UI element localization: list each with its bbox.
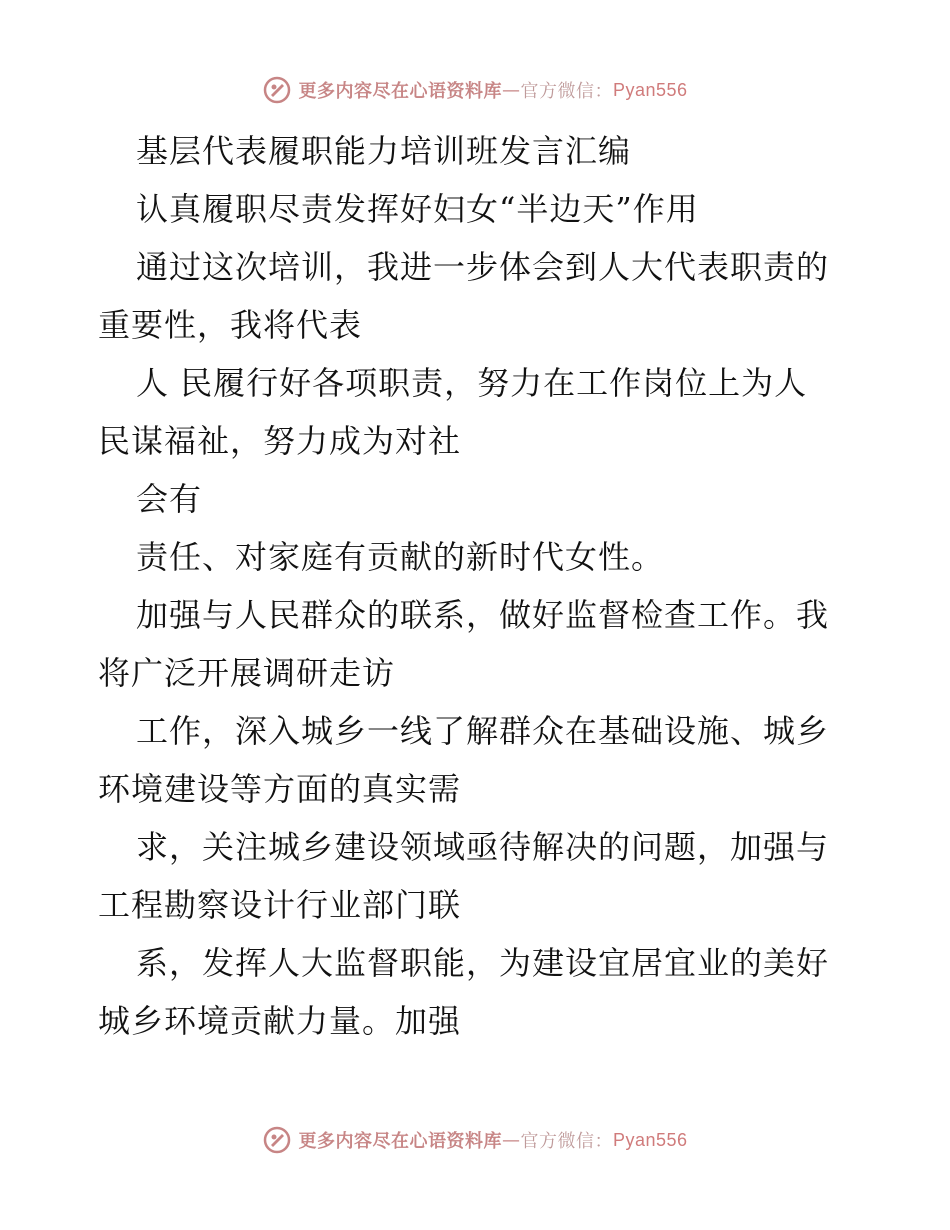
watermark-main: 更多内容尽在心语资料库: [298, 81, 502, 102]
doc-line: 工程勘察设计行业部门联: [98, 886, 462, 924]
watermark-main: 更多内容尽在心语资料库: [298, 1131, 502, 1152]
doc-line: 将广泛开展调研走访: [98, 654, 396, 692]
doc-line: 系，发挥人大监督职能，为建设宜居宜业的美好: [136, 944, 830, 982]
doc-line: 民谋福祉，努力成为对社: [98, 422, 462, 460]
wm-logo-icon: [262, 1125, 292, 1155]
doc-line: 城乡环境贡献力量。加强: [98, 1002, 462, 1040]
doc-line: 环境建设等方面的真实需: [98, 770, 462, 808]
doc-line: 通过这次培训，我进一步体会到人大代表职责的: [136, 248, 830, 286]
doc-line: 责任、对家庭有贡献的新时代女性。: [136, 538, 665, 576]
wm-logo-icon: [262, 75, 292, 105]
doc-line: 基层代表履职能力培训班发言汇编: [136, 132, 632, 170]
watermark-id: Pyan556: [612, 1129, 688, 1150]
doc-line: 求，关注城乡建设领域亟待解决的问题，加强与: [136, 828, 830, 866]
document-body: [98, 122, 858, 1050]
doc-line: 人 民履行好各项职责，努力在工作岗位上为人: [136, 364, 808, 402]
doc-line: 重要性，我将代表: [98, 306, 363, 344]
header-watermark: [0, 70, 950, 110]
watermark-id: Pyan556: [612, 79, 688, 100]
doc-line: 加强与人民群众的联系，做好监督检查工作。我: [136, 596, 830, 634]
doc-line: 工作，深入城乡一线了解群众在基础设施、城乡: [136, 712, 830, 750]
watermark-dash: —: [501, 79, 521, 101]
watermark-sub: 官方微信：: [520, 81, 613, 102]
watermark-sub: 官方微信：: [520, 1131, 613, 1152]
doc-line: 会有: [136, 480, 203, 518]
doc-line: 认真履职尽责发挥好妇女“半边天”作用: [136, 190, 699, 228]
watermark-dash: —: [501, 1129, 521, 1151]
footer-watermark: [0, 1120, 950, 1160]
